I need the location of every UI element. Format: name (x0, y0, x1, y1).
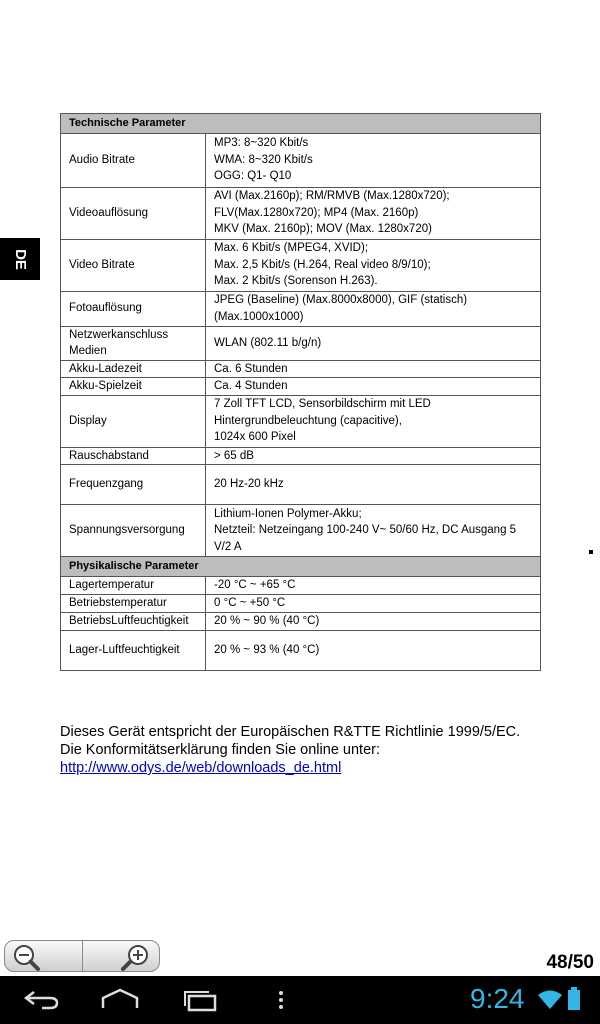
recent-apps-icon[interactable] (181, 988, 221, 1012)
parameter-label: Video Bitrate (61, 239, 206, 291)
value-line: 20 Hz-20 kHz (214, 478, 284, 491)
page-indicator: 48/50 (546, 952, 594, 973)
parameter-value (206, 395, 541, 447)
value-line: 20 % ~ 90 % (40 °C) (214, 614, 320, 627)
table-row (61, 326, 541, 360)
zoom-in-icon (117, 942, 157, 972)
parameter-value (206, 291, 541, 326)
parameter-value (206, 576, 541, 594)
parameter-label: Frequenzgang (61, 465, 206, 505)
parameter-label: Spannungsversorgung (61, 505, 206, 557)
parameter-value (206, 360, 541, 378)
value-line: (Max.1000x1000) (214, 310, 304, 323)
value-line: Max. 2,5 Kbit/s (H.264, Real video 8/9/10); (214, 258, 431, 271)
parameter-value (206, 594, 541, 612)
section-header (61, 114, 541, 134)
table-row (61, 505, 541, 557)
home-icon[interactable] (100, 988, 140, 1012)
parameter-label: Betriebstemperatur (61, 594, 206, 612)
table-row (61, 291, 541, 326)
page-marker (589, 550, 593, 554)
value-line: 1024x 600 Pixel (214, 431, 296, 444)
value-line: Max. 2 Kbit/s (Sorenson H.263). (214, 275, 378, 288)
table-row (61, 395, 541, 447)
parameter-label: Fotoauflösung (61, 291, 206, 326)
value-line: WLAN (802.11 b/g/n) (214, 336, 322, 349)
value-line: Max. 6 Kbit/s (MPEG4, XVID); (214, 242, 369, 255)
language-tab (0, 238, 40, 280)
zoom-in-button[interactable] (82, 941, 160, 971)
back-icon[interactable] (22, 988, 62, 1012)
table-row (61, 576, 541, 594)
value-line: MP3: 8~320 Kbit/s (214, 137, 309, 150)
parameter-value (206, 465, 541, 505)
wifi-icon (537, 989, 563, 1011)
menu-icon[interactable] (275, 988, 287, 1012)
parameter-label: BetriebsLuftfeuchtigkeit (61, 612, 206, 630)
value-line: Ca. 6 Stunden (214, 362, 288, 375)
table-row (61, 133, 541, 187)
value-line: 7 Zoll TFT LCD, Sensorbildschirm mit LED (214, 398, 431, 411)
compliance-line-1: Dieses Gerät entspricht der Europäischen R&TTE Richtlinie 1999/5/EC. (60, 724, 521, 740)
parameter-label: Lagertemperatur (61, 576, 206, 594)
value-line: AVI (Max.2160p); RM/RMVB (Max.1280x720); (214, 190, 450, 203)
parameter-label: Videoauflösung (61, 187, 206, 239)
parameter-value (206, 505, 541, 557)
value-line: V/2 A (214, 540, 242, 553)
zoom-controls (4, 940, 160, 972)
table-row (61, 612, 541, 630)
parameter-value (206, 239, 541, 291)
parameter-value (206, 447, 541, 465)
table-row (61, 378, 541, 396)
parameter-label: Display (61, 395, 206, 447)
value-line: Hintergrundbeleuchtung (capacitive), (214, 414, 402, 427)
compliance-line-2: Die Konformitätserklärung finden Sie online unter: (60, 742, 380, 758)
parameter-label: Audio Bitrate (61, 133, 206, 187)
table-row (61, 594, 541, 612)
parameter-label: Netzwerkanschluss Medien (61, 326, 206, 360)
value-line: Netzteil: Netzeingang 100-240 V~ 50/60 Hz, DC Ausgang 5 (214, 524, 517, 537)
status-clock: 9:24 (470, 983, 525, 1014)
section-title: Technische Parameter (61, 114, 541, 134)
parameter-label: Rauschabstand (61, 447, 206, 465)
parameter-value (206, 326, 541, 360)
value-line: Lithium-Ionen Polymer-Akku; (214, 507, 362, 520)
value-line: 0 °C ~ +50 °C (214, 596, 286, 609)
table-row (61, 465, 541, 505)
value-line: JPEG (Baseline) (Max.8000x8000), GIF (statisch) (214, 294, 468, 306)
value-line: WMA: 8~320 Kbit/s (214, 153, 313, 166)
value-line: -20 °C ~ +65 °C (214, 578, 296, 591)
value-line: FLV(Max.1280x720); MP4 (Max. 2160p) (214, 206, 419, 219)
section-title: Physikalische Parameter (61, 557, 541, 577)
table-row (61, 360, 541, 378)
parameter-label: Akku-Spielzeit (61, 378, 206, 396)
download-link[interactable]: http://www.odys.de/web/downloads_de.html (60, 760, 342, 776)
battery-icon (567, 987, 581, 1011)
spec-table (60, 113, 541, 671)
table-row (61, 447, 541, 465)
parameter-value (206, 133, 541, 187)
language-tab-label: DE (11, 248, 29, 270)
value-line: > 65 dB (214, 449, 254, 462)
compliance-text (60, 723, 580, 777)
table-row (61, 239, 541, 291)
value-line: 20 % ~ 93 % (40 °C) (214, 643, 320, 656)
parameter-value (206, 378, 541, 396)
value-line: MKV (Max. 2160p); MOV (Max. 1280x720) (214, 223, 432, 236)
table-row (61, 187, 541, 239)
section-header (61, 557, 541, 577)
zoom-out-button[interactable] (5, 941, 82, 971)
table-row (61, 630, 541, 670)
parameter-value (206, 630, 541, 670)
parameter-label: Lager-Luftfeuchtigkeit (61, 630, 206, 670)
parameter-value (206, 612, 541, 630)
value-line: OGG: Q1- Q10 (214, 170, 292, 183)
parameter-label: Akku-Ladezeit (61, 360, 206, 378)
parameter-value (206, 187, 541, 239)
value-line: Ca. 4 Stunden (214, 380, 288, 392)
zoom-out-icon (9, 942, 49, 972)
